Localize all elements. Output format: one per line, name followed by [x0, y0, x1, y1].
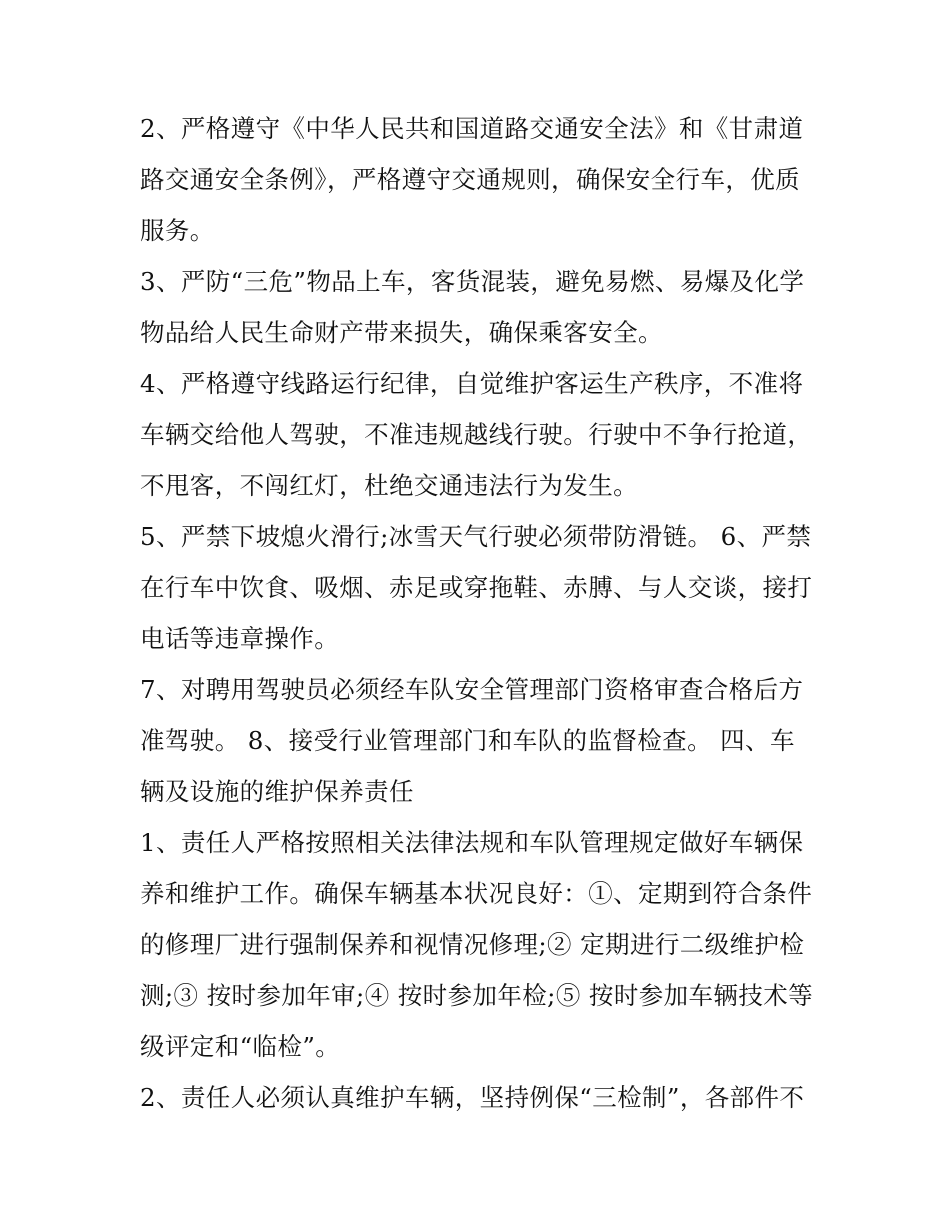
text-line: 在行车中饮食、吸烟、赤足或穿拖鞋、赤膊、与人交谈，接打 [140, 573, 813, 602]
text-line: 3、严防“三危”物品上车，客货混装，避免易燃、易爆及化学 [140, 267, 805, 296]
text-line: 级评定和“临检”。 [140, 1032, 341, 1061]
text-line: 辆及设施的维护保养责任 [140, 777, 414, 806]
text-line: 2、严格遵守《中华人民共和国道路交通安全法》和《甘肃道 [140, 114, 804, 143]
text-line: 4、严格遵守线路运行纪律，自觉维护客运生产秩序，不准将 [140, 369, 804, 398]
text-line: 电话等违章操作。 [140, 624, 340, 653]
text-line: 测;③ 按时参加年审;④ 按时参加年检;⑤ 按时参加车辆技术等 [140, 981, 814, 1010]
text-line: 2、责任人必须认真维护车辆，坚持例保“三检制”，各部件不 [140, 1083, 805, 1112]
document-page [140, 103, 820, 1123]
text-line: 车辆交给他人驾驶，不准违规越线行驶。行驶中不争行抢道， [140, 420, 813, 449]
text-line: 5、严禁下坡熄火滑行;冰雪天气行驶必须带防滑链。 6、严禁 [140, 522, 812, 551]
text-line: 准驾驶。 8、接受行业管理部门和车队的监督检查。 四、车 [140, 726, 795, 755]
text-line: 不甩客，不闯红灯，杜绝交通违法行为发生。 [140, 471, 638, 500]
text-line: 服务。 [140, 216, 215, 245]
text-line: 路交通安全条例》，严格遵守交通规则，确保安全行车，优质 [140, 165, 801, 194]
text-line: 1、责任人严格按照相关法律法规和车队管理规定做好车辆保 [140, 828, 804, 857]
text-line: 养和维护工作。确保车辆基本状况良好：①、定期到符合条件 [140, 879, 813, 908]
text-line: 7、对聘用驾驶员必须经车队安全管理部门资格审查合格后方 [140, 675, 804, 704]
text-line: 物品给人民生命财产带来损失，确保乘客安全。 [140, 318, 663, 347]
text-line: 的修理厂进行强制保养和视情况修理;② 定期进行二级维护检 [140, 930, 805, 959]
